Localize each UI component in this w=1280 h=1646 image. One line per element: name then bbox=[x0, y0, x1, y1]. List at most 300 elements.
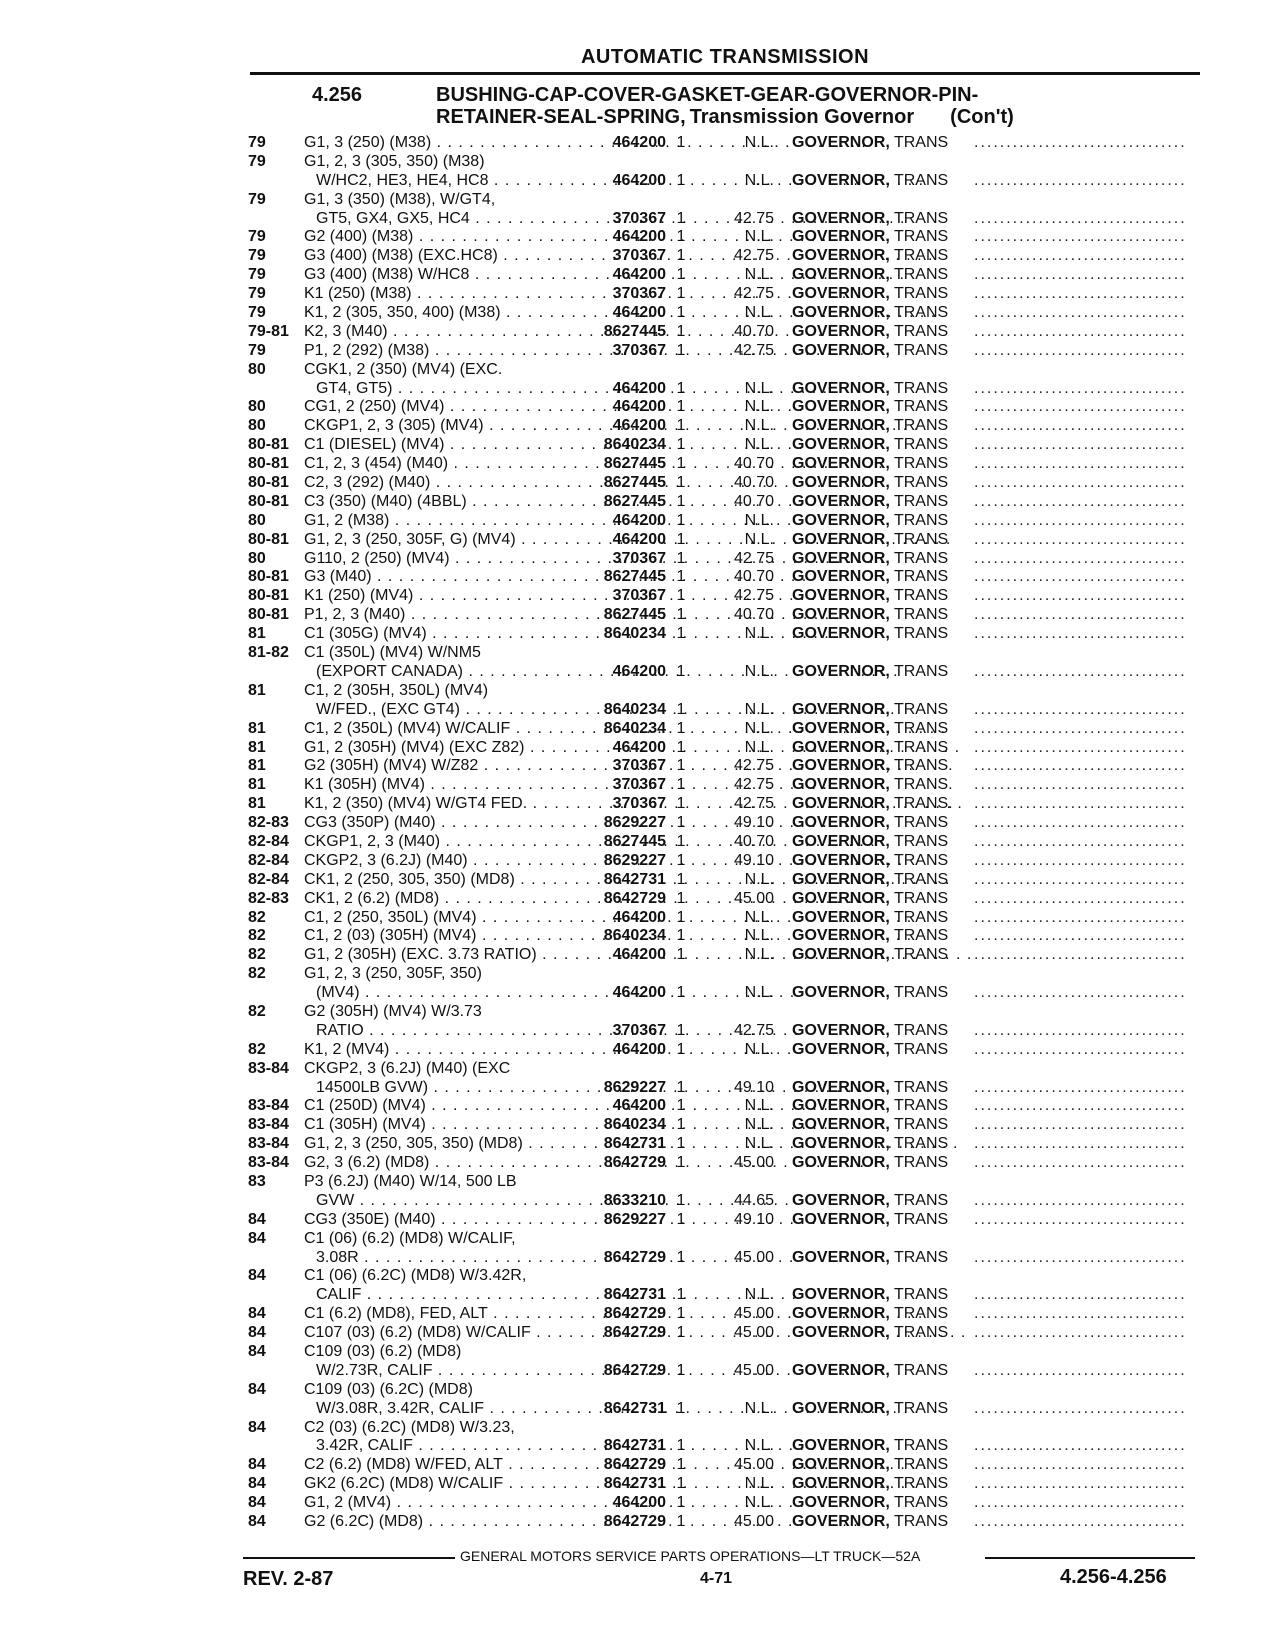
row-part-number: 8642731 bbox=[603, 1437, 666, 1455]
row-leader-dots: ................................. bbox=[974, 851, 1187, 869]
row-description-noun: GOVERNOR, bbox=[792, 1475, 890, 1493]
row-description bbox=[792, 285, 974, 304]
row-year: 83-84 bbox=[248, 1116, 289, 1134]
row-price: 40.70 bbox=[733, 568, 774, 586]
row-description bbox=[792, 172, 974, 191]
row-price: N.L. bbox=[744, 738, 774, 756]
row-price: N.L. bbox=[744, 870, 774, 888]
row-price: 42.75 bbox=[733, 247, 774, 265]
row-description-qualifier: TRANS bbox=[893, 398, 949, 416]
row-model bbox=[304, 342, 584, 361]
row-model-text: G1, 3 (350) (M38), W/GT4, bbox=[304, 190, 496, 208]
row-quantity: 1 bbox=[676, 1078, 686, 1096]
row-leader-dots: ................................. bbox=[974, 1494, 1187, 1512]
table-row bbox=[0, 210, 1280, 229]
row-price: N.L. bbox=[744, 398, 774, 416]
row-part-number: 8642729 bbox=[603, 889, 666, 907]
row-quantity bbox=[670, 644, 692, 663]
row-model-text: C1 (305H) (MV4) . . . bbox=[304, 1116, 861, 1133]
row-description-noun: GOVERNOR, bbox=[792, 1361, 890, 1379]
row-year: 84 bbox=[248, 1494, 266, 1512]
row-description-qualifier: TRANS bbox=[893, 1116, 949, 1134]
row-description-qualifier: TRANS bbox=[893, 719, 949, 737]
row-description bbox=[792, 342, 974, 361]
row-description bbox=[792, 1419, 974, 1438]
row-quantity: 1 bbox=[676, 1210, 686, 1228]
row-description-qualifier: TRANS bbox=[893, 625, 949, 643]
row-part-number: 8640234 bbox=[603, 625, 666, 643]
continued-label: (Con't) bbox=[950, 106, 1014, 128]
row-model bbox=[304, 1116, 584, 1135]
row-model-text: K1, 2 (305, 350, 400) (M38) . . . bbox=[304, 304, 936, 321]
row-model bbox=[304, 1324, 584, 1343]
row-leader-dots: ................................. bbox=[974, 511, 1187, 529]
row-model-text: 14500LB GVW) . . . bbox=[316, 1079, 864, 1096]
row-model-text: CK1, 2 (6.2) (MD8) . . . bbox=[304, 890, 875, 907]
row-model-text: CK1, 2 (250, 305, 350) (MD8) . . . bbox=[304, 871, 950, 888]
row-year: 81 bbox=[248, 681, 266, 699]
row-price: 40.70 bbox=[733, 322, 774, 340]
row-description bbox=[792, 398, 974, 417]
row-model bbox=[304, 965, 584, 984]
row-description bbox=[792, 323, 974, 342]
row-description bbox=[792, 1192, 974, 1211]
table-row bbox=[0, 965, 1280, 984]
row-model-text: K1, 2 (350) (MV4) W/GT4 FED. . . . bbox=[304, 795, 963, 812]
row-model-text: CKGP2, 3 (6.2J) (M40) . . . bbox=[304, 852, 903, 869]
row-year bbox=[248, 1362, 304, 1381]
row-part-number bbox=[584, 361, 670, 380]
row-model-text: G2, 3 (6.2) (MD8) . . . bbox=[304, 1154, 865, 1171]
row-price: 45.00 bbox=[733, 1513, 774, 1531]
row-quantity: 1 bbox=[676, 889, 686, 907]
row-year: 84 bbox=[248, 1210, 266, 1228]
row-year bbox=[248, 1192, 304, 1211]
row-leader-dots: ................................. bbox=[974, 1475, 1187, 1493]
table-row bbox=[0, 606, 1280, 625]
row-description-noun: GOVERNOR, bbox=[792, 398, 890, 416]
row-model-text: GK2 (6.2C) (MD8) W/CALIF . . . bbox=[304, 1475, 939, 1492]
row-leader-dots: ................................. bbox=[974, 927, 1187, 945]
row-model bbox=[304, 285, 584, 304]
row-year: 82-84 bbox=[248, 832, 289, 850]
row-part-number: 464200 bbox=[612, 908, 666, 926]
row-model-text: K1 (250) (M38) . . . bbox=[304, 285, 847, 302]
row-price: 45.00 bbox=[733, 1248, 774, 1266]
row-model bbox=[304, 871, 584, 890]
row-description-qualifier: TRANS bbox=[893, 1286, 949, 1304]
row-description-noun: GOVERNOR, bbox=[792, 1191, 890, 1209]
row-description-noun: GOVERNOR, bbox=[792, 1078, 890, 1096]
row-year: 80-81 bbox=[248, 606, 289, 624]
row-price: N.L. bbox=[744, 379, 774, 397]
table-row bbox=[0, 266, 1280, 285]
row-description-noun: GOVERNOR, bbox=[792, 209, 890, 227]
row-quantity bbox=[670, 965, 692, 984]
row-model bbox=[304, 795, 584, 814]
row-description bbox=[792, 909, 974, 928]
row-model-text: C2 (03) (6.2C) (MD8) W/3.23, bbox=[304, 1418, 515, 1436]
row-description-noun: GOVERNOR, bbox=[792, 776, 890, 794]
row-description-noun: GOVERNOR, bbox=[792, 587, 890, 605]
row-leader-dots: ................................. bbox=[974, 1399, 1187, 1417]
row-quantity: 1 bbox=[676, 1135, 686, 1153]
row-part-number: 8640234 bbox=[603, 700, 666, 718]
row-description-noun: GOVERNOR, bbox=[792, 606, 890, 624]
row-model bbox=[304, 1267, 584, 1286]
row-price bbox=[692, 1381, 792, 1400]
table-row bbox=[0, 1475, 1280, 1494]
row-price: N.L. bbox=[744, 1437, 774, 1455]
row-description-qualifier: TRANS bbox=[893, 1437, 949, 1455]
row-price bbox=[692, 1230, 792, 1249]
row-description-noun: GOVERNOR, bbox=[792, 1248, 890, 1266]
table-row bbox=[0, 153, 1280, 172]
row-leader-dots: ................................. bbox=[974, 1040, 1187, 1058]
row-price: N.L. bbox=[744, 908, 774, 926]
row-price bbox=[692, 191, 792, 210]
table-row bbox=[0, 625, 1280, 644]
row-description-noun: GOVERNOR, bbox=[792, 436, 890, 454]
row-price bbox=[692, 1419, 792, 1438]
row-year: 81 bbox=[248, 738, 266, 756]
row-model-text: K1 (305H) (MV4) . . . bbox=[304, 776, 861, 793]
row-description-noun: GOVERNOR, bbox=[792, 1021, 890, 1039]
row-description bbox=[792, 134, 974, 153]
row-model-text: (EXPORT CANADA) . . . bbox=[316, 663, 899, 680]
row-description bbox=[792, 890, 974, 909]
row-model-text: G2 (400) (M38) . . . bbox=[304, 228, 849, 245]
row-model-text: C1, 2 (305H, 350L) (MV4) bbox=[304, 681, 489, 699]
row-part-number: 464200 bbox=[612, 266, 666, 284]
row-description-noun: GOVERNOR, bbox=[792, 757, 890, 775]
row-model bbox=[304, 1230, 584, 1249]
row-description-qualifier: TRANS bbox=[893, 474, 949, 492]
row-year: 81 bbox=[248, 625, 266, 643]
row-price: N.L. bbox=[744, 927, 774, 945]
row-model bbox=[304, 1173, 584, 1192]
row-leader-dots: ................................. bbox=[974, 1021, 1187, 1039]
row-part-number: 8640234 bbox=[603, 1116, 666, 1134]
row-model bbox=[304, 1041, 584, 1060]
row-year bbox=[248, 1400, 304, 1419]
table-row bbox=[0, 172, 1280, 191]
row-leader-dots bbox=[974, 1230, 1154, 1249]
table-row bbox=[0, 1267, 1280, 1286]
group-title-line2 bbox=[436, 106, 1014, 129]
row-quantity: 1 bbox=[676, 455, 686, 473]
row-description-noun: GOVERNOR, bbox=[792, 455, 890, 473]
row-model-text: K1 (250) (MV4) . . . bbox=[304, 587, 849, 604]
row-model bbox=[304, 757, 584, 776]
row-description bbox=[792, 965, 974, 984]
row-quantity bbox=[670, 1381, 692, 1400]
table-row bbox=[0, 1249, 1280, 1268]
row-description-qualifier: TRANS bbox=[893, 1210, 949, 1228]
row-year: 79 bbox=[248, 152, 266, 170]
row-year: 84 bbox=[248, 1513, 266, 1531]
row-price: 42.75 bbox=[733, 285, 774, 303]
row-price: N.L. bbox=[744, 530, 774, 548]
row-leader-dots: ................................. bbox=[974, 530, 1187, 548]
row-part-number: 8642729 bbox=[603, 1361, 666, 1379]
row-description-qualifier: TRANS bbox=[893, 1191, 949, 1209]
row-year: 84 bbox=[248, 1267, 266, 1285]
row-year: 79 bbox=[248, 304, 266, 322]
row-price: 44.65 bbox=[733, 1191, 774, 1209]
row-description bbox=[792, 417, 974, 436]
row-quantity: 1 bbox=[676, 171, 686, 189]
row-leader-dots: ................................. bbox=[974, 171, 1187, 189]
row-model-text: G1, 2 (305H) (MV4) (EXC Z82) . . . bbox=[304, 739, 960, 756]
row-model bbox=[304, 512, 584, 531]
row-model bbox=[304, 927, 584, 946]
row-year: 83-84 bbox=[248, 1135, 289, 1153]
row-year: 79 bbox=[248, 228, 266, 246]
row-quantity bbox=[670, 361, 692, 380]
row-description-noun: GOVERNOR, bbox=[792, 1456, 890, 1474]
row-model-text: K1, 2 (MV4) . . . bbox=[304, 1041, 825, 1058]
row-description bbox=[792, 1041, 974, 1060]
row-model-text: C1, 2 (250, 350L) (MV4) . . . bbox=[304, 909, 912, 926]
row-description bbox=[792, 701, 974, 720]
row-price: 49.10 bbox=[733, 851, 774, 869]
row-description-qualifier: TRANS bbox=[893, 568, 949, 586]
row-model bbox=[304, 1079, 584, 1098]
table-row bbox=[0, 1513, 1280, 1532]
row-model-text: P1, 2, 3 (M40) . . . bbox=[304, 606, 841, 623]
row-description-qualifier: TRANS bbox=[893, 1324, 949, 1342]
row-model bbox=[304, 1249, 584, 1268]
table-row bbox=[0, 587, 1280, 606]
table-row bbox=[0, 946, 1280, 965]
row-part-number: 370367 bbox=[612, 1021, 666, 1039]
row-price: 42.75 bbox=[733, 341, 774, 359]
row-leader-dots: ................................. bbox=[974, 1248, 1187, 1266]
row-model-text: C1 (06) (6.2C) (MD8) W/3.42R, bbox=[304, 1267, 527, 1285]
row-part-number bbox=[584, 644, 670, 663]
table-row bbox=[0, 1173, 1280, 1192]
row-model bbox=[304, 172, 584, 191]
row-part-number: 370367 bbox=[612, 795, 666, 813]
row-price: N.L. bbox=[744, 700, 774, 718]
row-description bbox=[792, 984, 974, 1003]
row-description-qualifier: TRANS bbox=[893, 247, 949, 265]
row-description bbox=[792, 361, 974, 380]
row-leader-dots: ................................. bbox=[974, 568, 1187, 586]
group-subtitle: Transmission Governor bbox=[689, 106, 915, 128]
row-model bbox=[304, 625, 584, 644]
row-description bbox=[792, 776, 974, 795]
row-price bbox=[692, 682, 792, 701]
row-quantity: 1 bbox=[676, 1513, 686, 1531]
table-row bbox=[0, 663, 1280, 682]
row-quantity: 1 bbox=[676, 927, 686, 945]
row-model bbox=[304, 1211, 584, 1230]
row-year: 81-82 bbox=[248, 644, 289, 662]
row-description-qualifier: TRANS bbox=[893, 738, 949, 756]
row-leader-dots bbox=[974, 1173, 1154, 1192]
row-quantity: 1 bbox=[676, 492, 686, 510]
row-leader-dots: ................................. bbox=[974, 814, 1187, 832]
table-row bbox=[0, 757, 1280, 776]
row-model bbox=[304, 493, 584, 512]
row-year: 83-84 bbox=[248, 1059, 289, 1077]
row-description-qualifier: TRANS bbox=[893, 851, 949, 869]
row-description bbox=[792, 1249, 974, 1268]
row-model-text: C2 (6.2) (MD8) W/FED, ALT . . . bbox=[304, 1456, 938, 1473]
row-leader-dots: ................................. bbox=[974, 247, 1187, 265]
row-leader-dots: ................................. bbox=[974, 304, 1187, 322]
page-number: 4-71 bbox=[700, 1570, 733, 1587]
footer-rule-right bbox=[985, 1557, 1195, 1559]
row-part-number: 8627445 bbox=[603, 568, 666, 586]
row-model-text: W/FED., (EXC GT4) . . . bbox=[316, 701, 896, 718]
row-year: 80-81 bbox=[248, 455, 289, 473]
row-leader-dots: ................................. bbox=[974, 870, 1187, 888]
row-model bbox=[304, 1022, 584, 1041]
row-part-number: 370367 bbox=[612, 757, 666, 775]
row-model-text: CKGP2, 3 (6.2J) (M40) (EXC bbox=[304, 1059, 511, 1077]
row-price: N.L. bbox=[744, 946, 774, 964]
row-leader-dots: ................................. bbox=[974, 1456, 1187, 1474]
row-model-text: G1, 2, 3 (250, 305F, G) (MV4) . . . bbox=[304, 531, 951, 548]
row-description-qualifier: TRANS bbox=[893, 492, 949, 510]
row-model-text: C1 (250D) (MV4) . . . bbox=[304, 1097, 861, 1114]
group-title-line1: BUSHING-CAP-COVER-GASKET-GEAR-GOVERNOR-PIN- bbox=[436, 84, 979, 106]
row-description-noun: GOVERNOR, bbox=[792, 889, 890, 907]
row-quantity: 1 bbox=[676, 1248, 686, 1266]
row-year: 84 bbox=[248, 1380, 266, 1398]
row-model bbox=[304, 1097, 584, 1116]
row-description bbox=[792, 1494, 974, 1513]
row-price: 42.75 bbox=[733, 1021, 774, 1039]
row-description bbox=[792, 266, 974, 285]
row-leader-dots: ................................. bbox=[974, 625, 1187, 643]
row-description bbox=[792, 1267, 974, 1286]
row-part-number: 8629227 bbox=[603, 851, 666, 869]
group-reference: 4.256-4.256 bbox=[1060, 1566, 1167, 1588]
row-description-qualifier: TRANS bbox=[893, 984, 949, 1002]
row-price: N.L. bbox=[744, 266, 774, 284]
table-row bbox=[0, 304, 1280, 323]
row-leader-dots: ................................. bbox=[974, 776, 1187, 794]
row-price: N.L. bbox=[744, 984, 774, 1002]
row-description-qualifier: TRANS bbox=[893, 587, 949, 605]
row-price: N.L. bbox=[744, 1399, 774, 1417]
row-part-number: 464200 bbox=[612, 171, 666, 189]
row-year: 80-81 bbox=[248, 587, 289, 605]
row-model bbox=[304, 1437, 584, 1456]
row-description-qualifier: TRANS bbox=[893, 908, 949, 926]
table-row bbox=[0, 361, 1280, 380]
row-description bbox=[792, 568, 974, 587]
row-quantity: 1 bbox=[676, 1437, 686, 1455]
row-description bbox=[792, 1003, 974, 1022]
row-year: 79 bbox=[248, 266, 266, 284]
row-price: 40.70 bbox=[733, 832, 774, 850]
table-row bbox=[0, 228, 1280, 247]
row-part-number: 464200 bbox=[612, 228, 666, 246]
table-row bbox=[0, 909, 1280, 928]
row-description-noun: GOVERNOR, bbox=[792, 1135, 890, 1153]
table-row bbox=[0, 1116, 1280, 1135]
row-price: N.L. bbox=[744, 134, 774, 151]
row-model-text: C1, 2, 3 (454) (M40) . . . bbox=[304, 455, 884, 472]
row-description-noun: GOVERNOR, bbox=[792, 322, 890, 340]
row-leader-dots bbox=[974, 1381, 1154, 1400]
row-part-number: 8642731 bbox=[603, 1475, 666, 1493]
row-description-qualifier: TRANS bbox=[893, 228, 949, 246]
row-description-qualifier: TRANS. bbox=[893, 757, 953, 775]
row-price bbox=[692, 965, 792, 984]
row-year: 82 bbox=[248, 946, 266, 964]
row-price: N.L. bbox=[744, 417, 774, 435]
row-description-qualifier: TRANS bbox=[893, 832, 949, 850]
row-leader-dots: ................................. bbox=[974, 455, 1187, 473]
row-leader-dots bbox=[974, 1267, 1154, 1286]
row-description-noun: GOVERNOR, bbox=[792, 1040, 890, 1058]
row-part-number: 8627445 bbox=[603, 322, 666, 340]
row-year: 80 bbox=[248, 417, 266, 435]
row-year: 82 bbox=[248, 927, 266, 945]
row-leader-dots: ................................. bbox=[974, 322, 1187, 340]
row-price bbox=[692, 1343, 792, 1362]
row-model-text: GT5, GX4, GX5, HC4 . . . bbox=[316, 210, 905, 227]
row-part-number: 370367 bbox=[612, 776, 666, 794]
row-year: 79 bbox=[248, 341, 266, 359]
row-price: N.L. bbox=[744, 1286, 774, 1304]
row-leader-dots: ................................. bbox=[974, 436, 1187, 454]
row-leader-dots: ................................. bbox=[974, 1305, 1187, 1323]
row-description bbox=[792, 1079, 974, 1098]
row-price: 40.70 bbox=[733, 606, 774, 624]
row-part-number: 8640234 bbox=[603, 436, 666, 454]
row-price: N.L. bbox=[744, 304, 774, 322]
row-leader-dots: ................................. bbox=[974, 1135, 1187, 1153]
row-leader-dots bbox=[974, 153, 1154, 172]
row-quantity: 1 bbox=[676, 1305, 686, 1323]
row-description-qualifier: TRANS bbox=[893, 1040, 949, 1058]
row-model bbox=[304, 474, 584, 493]
row-description-qualifier: TRANS bbox=[893, 530, 949, 548]
row-description bbox=[792, 1173, 974, 1192]
row-description-noun: GOVERNOR, bbox=[792, 304, 890, 322]
table-row bbox=[0, 644, 1280, 663]
row-description-noun: GOVERNOR, bbox=[792, 851, 890, 869]
row-year: 79 bbox=[248, 190, 266, 208]
row-description-qualifier: TRANS bbox=[893, 1154, 949, 1172]
row-description-noun: GOVERNOR, bbox=[792, 171, 890, 189]
row-model-text: W/3.08R, 3.42R, CALIF . . . bbox=[316, 1400, 920, 1417]
row-description-noun: GOVERNOR, bbox=[792, 228, 890, 246]
row-year: 82-84 bbox=[248, 851, 289, 869]
row-leader-dots: ................................. bbox=[974, 1437, 1187, 1455]
row-model bbox=[304, 663, 584, 682]
row-model-text: G1, 2, 3 (305, 350) (M38) bbox=[304, 152, 485, 170]
row-part-number bbox=[584, 191, 670, 210]
row-price: N.L. bbox=[744, 662, 774, 680]
row-part-number: 8642729 bbox=[603, 1513, 666, 1531]
row-model bbox=[304, 1362, 584, 1381]
table-row bbox=[0, 1041, 1280, 1060]
row-part-number: 464200 bbox=[612, 984, 666, 1002]
table-row bbox=[0, 1097, 1280, 1116]
row-quantity: 1 bbox=[676, 228, 686, 246]
row-quantity: 1 bbox=[676, 832, 686, 850]
table-row bbox=[0, 682, 1280, 701]
row-model bbox=[304, 1286, 584, 1305]
